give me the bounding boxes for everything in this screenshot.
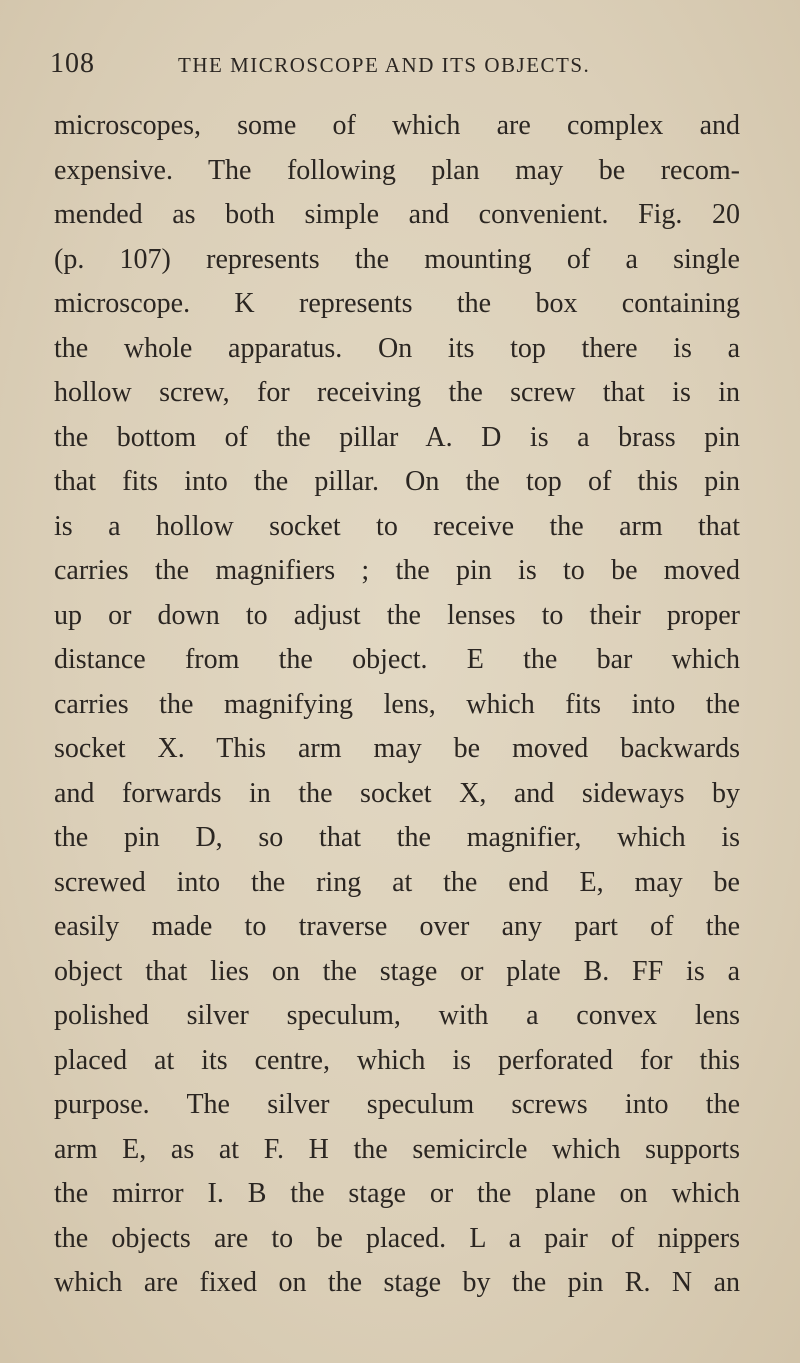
text-line: the bottom of the pillar A. D is a brass pin — [54, 421, 740, 453]
text-line: the mirror I. B the stage or the plane on which — [54, 1178, 740, 1209]
text-line: socket X. This arm may be moved backwards — [54, 733, 740, 764]
text-line: that fits into the pillar. On the top of this pin — [54, 466, 740, 497]
text-line: the objects are to be placed. L a pair of nippers — [54, 1222, 740, 1254]
text-line: carries the magnifying lens, which fits into the — [54, 688, 740, 720]
text-line: purpose. The silver speculum screws into the — [54, 1089, 740, 1120]
text-line: the whole apparatus. On its top there is a — [54, 332, 740, 364]
text-line: and forwards in the socket X, and sideways by — [54, 777, 740, 809]
page-header — [50, 48, 750, 88]
text-line: carries the magnifiers ; the pin is to be moved — [54, 555, 740, 586]
text-line: screwed into the ring at the end E, may be — [54, 866, 740, 898]
text-line: is a hollow socket to receive the arm that — [54, 510, 740, 542]
text-line: expensive. The following plan may be recom- — [54, 154, 740, 186]
text-line: microscope. K represents the box containing — [54, 288, 740, 319]
text-line: up or down to adjust the lenses to their proper — [54, 599, 740, 631]
text-line: microscopes, some of which are complex and — [54, 110, 740, 141]
running-title: THE MICROSCOPE AND ITS OBJECTS. — [178, 53, 591, 77]
text-line: mended as both simple and convenient. Fig. 20 — [54, 199, 740, 230]
text-line: easily made to traverse over any part of the — [54, 911, 740, 942]
text-line: which are fixed on the stage by the pin R. N an — [54, 1267, 740, 1298]
body-text — [54, 104, 740, 1306]
text-line: the pin D, so that the magnifier, which is — [54, 822, 740, 853]
text-line: placed at its centre, which is perforated for this — [54, 1044, 740, 1076]
text-line: (p. 107) represents the mounting of a single — [54, 243, 740, 275]
text-line: distance from the object. E the bar which — [54, 644, 740, 675]
text-line: object that lies on the stage or plate B. FF is a — [54, 955, 740, 987]
text-line: arm E, as at F. H the semicircle which supports — [54, 1133, 740, 1165]
text-line: hollow screw, for receiving the screw that is in — [54, 377, 740, 408]
text-line: polished silver speculum, with a convex lens — [54, 1000, 740, 1031]
page-number: 108 — [50, 48, 95, 79]
